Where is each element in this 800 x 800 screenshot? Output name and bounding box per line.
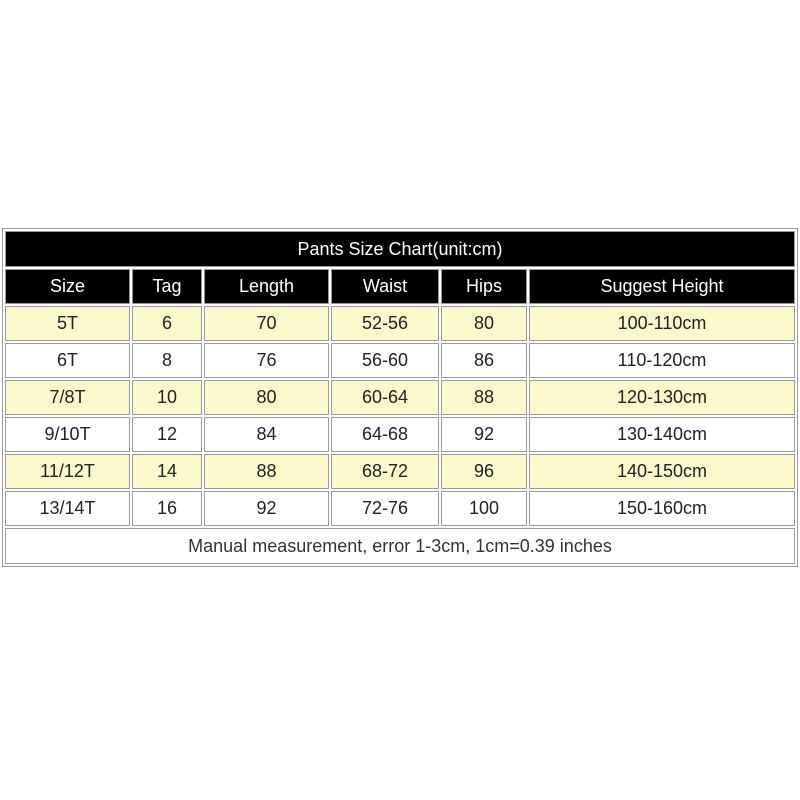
measurement-note: Manual measurement, error 1-3cm, 1cm=0.39 inches xyxy=(5,528,795,564)
cell-length: 88 xyxy=(204,454,329,489)
cell-suggest-height: 140-150cm xyxy=(529,454,795,489)
header-row xyxy=(5,269,795,304)
cell-tag: 10 xyxy=(132,380,202,415)
cell-waist: 52-56 xyxy=(331,306,439,341)
header-hips: Hips xyxy=(441,269,527,304)
cell-tag: 12 xyxy=(132,417,202,452)
cell-size: 7/8T xyxy=(5,380,130,415)
table-row xyxy=(5,380,795,415)
table-row xyxy=(5,306,795,341)
chart-title: Pants Size Chart(unit:cm) xyxy=(5,231,795,267)
cell-size: 13/14T xyxy=(5,491,130,526)
cell-hips: 80 xyxy=(441,306,527,341)
cell-suggest-height: 130-140cm xyxy=(529,417,795,452)
cell-length: 80 xyxy=(204,380,329,415)
header-tag: Tag xyxy=(132,269,202,304)
cell-tag: 16 xyxy=(132,491,202,526)
header-length: Length xyxy=(204,269,329,304)
table-row xyxy=(5,417,795,452)
cell-length: 84 xyxy=(204,417,329,452)
cell-waist: 64-68 xyxy=(331,417,439,452)
table-row xyxy=(5,454,795,489)
cell-tag: 6 xyxy=(132,306,202,341)
cell-hips: 100 xyxy=(441,491,527,526)
cell-hips: 92 xyxy=(441,417,527,452)
cell-length: 92 xyxy=(204,491,329,526)
cell-waist: 60-64 xyxy=(331,380,439,415)
cell-waist: 72-76 xyxy=(331,491,439,526)
cell-suggest-height: 100-110cm xyxy=(529,306,795,341)
cell-waist: 56-60 xyxy=(331,343,439,378)
note-row xyxy=(5,528,795,564)
cell-suggest-height: 120-130cm xyxy=(529,380,795,415)
cell-tag: 8 xyxy=(132,343,202,378)
cell-hips: 88 xyxy=(441,380,527,415)
cell-length: 76 xyxy=(204,343,329,378)
table-row xyxy=(5,491,795,526)
table-row xyxy=(5,343,795,378)
cell-hips: 96 xyxy=(441,454,527,489)
cell-suggest-height: 150-160cm xyxy=(529,491,795,526)
cell-waist: 68-72 xyxy=(331,454,439,489)
cell-size: 6T xyxy=(5,343,130,378)
cell-size: 9/10T xyxy=(5,417,130,452)
cell-length: 70 xyxy=(204,306,329,341)
title-row xyxy=(5,231,795,267)
header-suggest-height: Suggest Height xyxy=(529,269,795,304)
cell-suggest-height: 110-120cm xyxy=(529,343,795,378)
cell-tag: 14 xyxy=(132,454,202,489)
cell-size: 5T xyxy=(5,306,130,341)
size-chart-table xyxy=(2,228,798,567)
header-waist: Waist xyxy=(331,269,439,304)
cell-size: 11/12T xyxy=(5,454,130,489)
header-size: Size xyxy=(5,269,130,304)
cell-hips: 86 xyxy=(441,343,527,378)
